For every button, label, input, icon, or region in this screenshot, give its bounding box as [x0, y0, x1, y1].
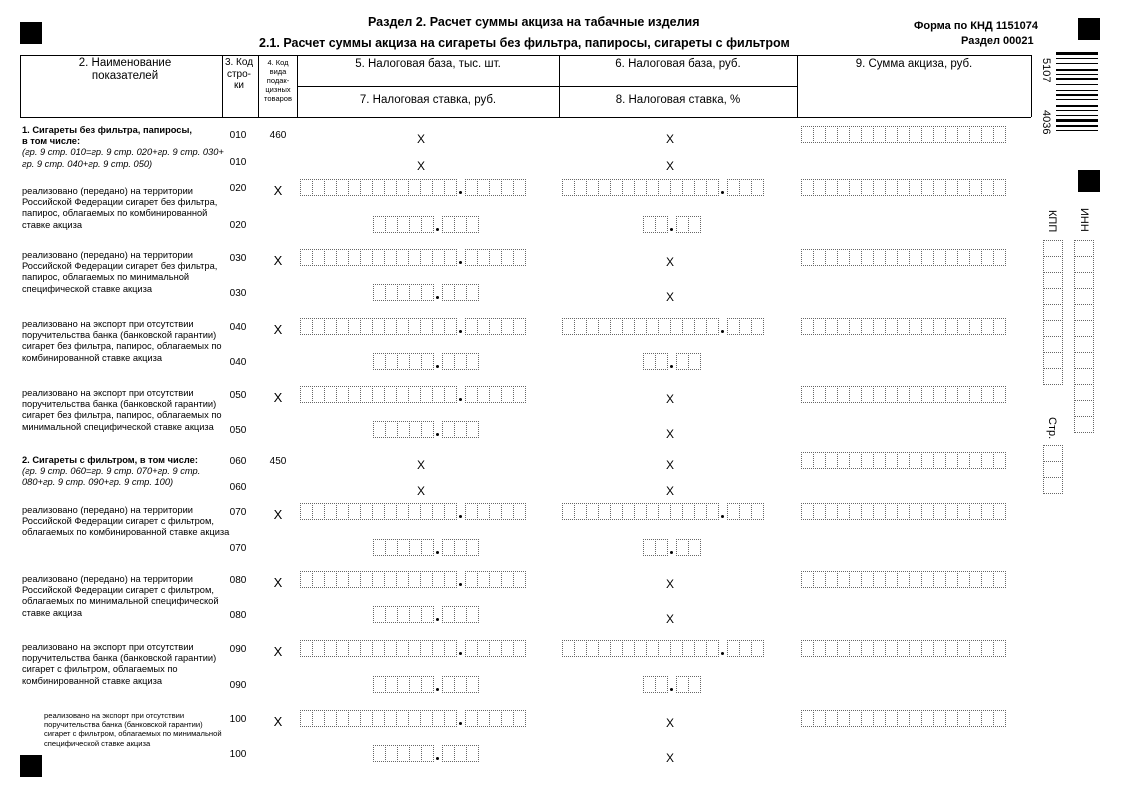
decimal-point	[718, 179, 727, 196]
digit-cell[interactable]	[1074, 416, 1094, 433]
decimal-point	[667, 353, 676, 370]
col7-rate-input[interactable]	[373, 606, 478, 623]
product-kind-code: X	[273, 714, 283, 729]
table-header-bottom-border	[20, 117, 1031, 118]
digit-cell[interactable]	[993, 452, 1006, 469]
decimal-point	[433, 284, 442, 301]
col6-x-mark: X	[665, 392, 674, 406]
digit-cell[interactable]	[466, 745, 479, 762]
table-top-border	[20, 55, 1031, 56]
row-label-100: реализовано на экспорт при отсутствии поручительства банка (банковской гарантии) сигарет с фильтром, облагаемых по минимальной специфической ставке акциза	[44, 711, 222, 748]
col7-rate-input[interactable]	[373, 421, 478, 438]
row-label-030: реализовано (передано) на территории Российской Федерации сигарет без фильтра, папирос, облагаемых по минимальной специфической ставке акциза	[22, 250, 218, 294]
product-kind-code: X	[273, 183, 283, 198]
row-code-080: 080	[229, 610, 247, 621]
inn-label: ИНН	[1078, 208, 1090, 232]
decimal-point	[456, 318, 465, 335]
digit-cell[interactable]	[993, 503, 1006, 520]
decimal-point	[456, 571, 465, 588]
col5-base-input[interactable]	[300, 386, 525, 403]
digit-cell[interactable]	[1074, 384, 1094, 401]
row-code-090: 090	[229, 644, 247, 655]
row-label-060-formula: (гр. 9 стр. 060=гр. 9 стр. 070+гр. 9 стр. 080+гр. 9 стр. 090+гр. 9 стр. 100)	[22, 466, 201, 488]
product-kind-code: X	[273, 253, 283, 268]
row-code-010: 010	[229, 157, 247, 168]
col7-rate-input[interactable]	[373, 216, 478, 233]
decimal-point	[456, 179, 465, 196]
col6-base-input[interactable]	[562, 503, 763, 520]
digit-cell[interactable]	[1074, 240, 1094, 257]
barcode-bar	[1056, 74, 1098, 75]
product-kind-code: X	[273, 575, 283, 590]
column-header-9: 9. Сумма акциза, руб.	[855, 58, 973, 70]
col5-base-input[interactable]	[300, 571, 525, 588]
row-label-010-subtitle: в том числе:	[22, 136, 81, 147]
col5-base-input[interactable]	[300, 710, 525, 727]
col7-rate-input[interactable]	[373, 745, 478, 762]
col6-x-mark: X	[665, 716, 674, 730]
table-left-border	[20, 55, 21, 117]
barcode-bar	[1056, 130, 1098, 131]
digit-cell[interactable]	[513, 503, 526, 520]
digit-cell[interactable]	[513, 249, 526, 266]
corner-marker-bottom-left	[20, 755, 42, 777]
col8-x-mark: X	[665, 290, 674, 304]
col-divider-3	[222, 55, 223, 117]
digit-cell[interactable]	[1074, 256, 1094, 273]
barcode-bar	[1056, 110, 1098, 111]
col7-x-mark: X	[416, 484, 425, 498]
kpp-label: КПП	[1046, 210, 1058, 233]
corner-marker-top-right	[1078, 18, 1100, 40]
row-label-060-title: 2. Сигареты с фильтром, в том числе:	[22, 455, 198, 465]
col8-x-mark: X	[665, 159, 674, 173]
digit-cell[interactable]	[466, 676, 479, 693]
digit-cell[interactable]	[466, 353, 479, 370]
row-code-020: 020	[229, 183, 247, 194]
barcode-bar	[1056, 84, 1098, 85]
row-code-030: 030	[229, 253, 247, 264]
barcode-bar	[1056, 69, 1098, 71]
decimal-point	[456, 386, 465, 403]
digit-cell[interactable]	[513, 386, 526, 403]
digit-cell[interactable]	[513, 571, 526, 588]
col9-amount-input[interactable]	[801, 179, 1005, 196]
col8-x-mark: X	[665, 612, 674, 626]
digit-cell[interactable]	[993, 386, 1006, 403]
column-header-5: 5. Налоговая база, тыс. шт.	[355, 58, 501, 70]
section-code: Раздел 00021	[961, 35, 1034, 47]
column-header-8: 8. Налоговая ставка, %	[615, 94, 741, 106]
col5-base-input[interactable]	[300, 318, 525, 335]
digit-cell[interactable]	[513, 640, 526, 657]
decimal-point	[456, 249, 465, 266]
col5-base-input[interactable]	[300, 179, 525, 196]
barcode-bar	[1056, 99, 1098, 100]
col9-amount-input[interactable]	[801, 318, 1005, 335]
row-label-010-title: 1. Сигареты без фильтра, папиросы,	[22, 125, 192, 135]
section-title: Раздел 2. Расчет суммы акциза на табачные изделия	[368, 15, 700, 29]
product-kind-code: X	[273, 390, 283, 405]
decimal-point	[667, 539, 676, 556]
digit-cell[interactable]	[466, 606, 479, 623]
page-label: Стр.	[1046, 417, 1058, 440]
digit-cell[interactable]	[751, 318, 764, 335]
digit-cell[interactable]	[1074, 320, 1094, 337]
col6-base-input[interactable]	[562, 318, 763, 335]
column-header-3: 3. Код стро- ки	[224, 57, 254, 91]
col8-rate-input[interactable]	[643, 353, 700, 370]
digit-cell[interactable]	[1074, 352, 1094, 369]
digit-cell[interactable]	[1074, 368, 1094, 385]
digit-cell[interactable]	[1043, 368, 1063, 385]
corner-marker-top-left	[20, 22, 42, 44]
digit-cell[interactable]	[1074, 400, 1094, 417]
digit-cell[interactable]	[1074, 304, 1094, 321]
col8-x-mark: X	[665, 751, 674, 765]
digit-cell[interactable]	[466, 421, 479, 438]
col9-amount-input[interactable]	[801, 126, 1005, 143]
col5-x-mark: X	[416, 132, 425, 146]
col5-base-input[interactable]	[300, 640, 525, 657]
digit-cell[interactable]	[688, 676, 701, 693]
barcode-bar	[1056, 58, 1098, 59]
digit-cell[interactable]	[751, 503, 764, 520]
row-code-040: 040	[229, 357, 247, 368]
digit-cell[interactable]	[1043, 288, 1063, 305]
barcode-bar	[1056, 125, 1098, 127]
column-header-7: 7. Налоговая ставка, руб.	[359, 94, 497, 106]
barcode-bar	[1056, 63, 1098, 64]
decimal-point	[433, 606, 442, 623]
col9-amount-input[interactable]	[801, 571, 1005, 588]
digit-cell[interactable]	[466, 539, 479, 556]
digit-cell[interactable]	[513, 179, 526, 196]
digit-cell[interactable]	[1074, 336, 1094, 353]
barcode	[1056, 52, 1098, 150]
col6-base-input[interactable]	[562, 640, 763, 657]
col8-rate-input[interactable]	[643, 539, 700, 556]
col6-x-mark: X	[665, 255, 674, 269]
row-code-100: 100	[229, 749, 247, 760]
digit-cell[interactable]	[1043, 256, 1063, 273]
product-kind-code: 450	[269, 456, 287, 467]
row-code-090: 090	[229, 680, 247, 691]
row-label-080: реализовано (передано) на территории Российской Федерации сигарет с фильтром, облагаемых по минимальной специфической ставке акциза	[22, 574, 219, 618]
col7-rate-input[interactable]	[373, 539, 478, 556]
barcode-bar	[1056, 94, 1098, 96]
digit-cell[interactable]	[513, 710, 526, 727]
row-label-010-formula: (гр. 9 стр. 010=гр. 9 стр. 020+гр. 9 стр. 030+ гр. 9 стр. 040+гр. 9 стр. 050)	[22, 147, 224, 169]
col9-amount-input[interactable]	[801, 503, 1005, 520]
decimal-point	[667, 216, 676, 233]
decimal-point	[433, 421, 442, 438]
digit-cell[interactable]	[688, 353, 701, 370]
product-kind-code: X	[273, 322, 283, 337]
row-code-050: 050	[229, 425, 247, 436]
digit-cell[interactable]	[1043, 445, 1063, 462]
col9-amount-input[interactable]	[801, 386, 1005, 403]
row-code-020: 020	[229, 220, 247, 231]
row-code-060: 060	[229, 456, 247, 467]
digit-cell[interactable]	[1043, 304, 1063, 321]
decimal-point	[433, 216, 442, 233]
decimal-point	[718, 640, 727, 657]
decimal-point	[456, 503, 465, 520]
col5-x-mark: X	[416, 458, 425, 472]
digit-cell[interactable]	[1043, 477, 1063, 494]
product-kind-code: X	[273, 644, 283, 659]
digit-cell[interactable]	[993, 179, 1006, 196]
col9-amount-input[interactable]	[801, 249, 1005, 266]
decimal-point	[718, 503, 727, 520]
col6-x-mark: X	[665, 577, 674, 591]
table-header-mid-border	[297, 86, 797, 87]
barcode-digits-bottom: 4036	[1040, 110, 1052, 135]
row-code-010: 010	[229, 130, 247, 141]
decimal-point	[433, 676, 442, 693]
decimal-point	[456, 710, 465, 727]
digit-cell[interactable]	[1043, 272, 1063, 289]
col9-amount-input[interactable]	[801, 640, 1005, 657]
col5-base-input[interactable]	[300, 503, 525, 520]
digit-cell[interactable]	[1043, 461, 1063, 478]
digit-cell[interactable]	[513, 318, 526, 335]
digit-cell[interactable]	[993, 710, 1006, 727]
digit-cell[interactable]	[466, 216, 479, 233]
col7-rate-input[interactable]	[373, 284, 478, 301]
row-label-060	[22, 455, 234, 489]
column-header-2: 2. Наименование показателей	[78, 57, 172, 82]
digit-cell[interactable]	[1074, 288, 1094, 305]
digit-cell[interactable]	[751, 640, 764, 657]
col5-base-input[interactable]	[300, 249, 525, 266]
decimal-point	[433, 745, 442, 762]
col8-x-mark: X	[665, 484, 674, 498]
row-label-070: реализовано (передано) на территории Российской Федерации сигарет с фильтром, облагаемых по комбинированной ставке акциза	[22, 505, 230, 538]
col9-amount-input[interactable]	[801, 710, 1005, 727]
barcode-digits-top: 5107	[1040, 58, 1052, 83]
barcode-bar	[1056, 115, 1098, 116]
col8-rate-input[interactable]	[643, 676, 700, 693]
decimal-point	[667, 676, 676, 693]
decimal-point	[433, 539, 442, 556]
product-kind-code: X	[273, 507, 283, 522]
row-label-090: реализовано на экспорт при отсутствии поручительства банка (банковской гарантии) сигарет с фильтром, облагаемых по комбинированной ставке акциза	[22, 642, 217, 686]
row-code-060: 060	[229, 482, 247, 493]
row-code-040: 040	[229, 322, 247, 333]
digit-cell[interactable]	[688, 539, 701, 556]
barcode-bar	[1056, 52, 1098, 55]
row-label-010	[22, 125, 234, 170]
digit-cell[interactable]	[1043, 336, 1063, 353]
row-label-020: реализовано (передано) на территории Российской Федерации сигарет без фильтра, папирос, облагаемых по комбинированной ставке акциза	[22, 186, 218, 230]
barcode-bar	[1056, 105, 1098, 107]
row-code-070: 070	[229, 543, 247, 554]
col8-rate-input[interactable]	[643, 216, 700, 233]
digit-cell[interactable]	[1043, 320, 1063, 337]
form-code: Форма по КНД 1151074	[914, 20, 1039, 32]
subsection-title: 2.1. Расчет суммы акциза на сигареты без фильтра, папиросы, сигареты с фильтром	[259, 36, 790, 50]
decimal-point	[718, 318, 727, 335]
col7-x-mark: X	[416, 159, 425, 173]
col8-x-mark: X	[665, 427, 674, 441]
col6-x-mark: X	[665, 132, 674, 146]
col-divider-4	[258, 55, 259, 117]
digit-cell[interactable]	[688, 216, 701, 233]
digit-cell[interactable]	[993, 126, 1006, 143]
column-header-4: 4. Код вида подак- цизных товаров	[264, 58, 292, 103]
col7-rate-input[interactable]	[373, 353, 478, 370]
barcode-bar	[1056, 78, 1098, 80]
barcode-bar	[1056, 119, 1098, 122]
digit-cell[interactable]	[1043, 240, 1063, 257]
product-kind-code: 460	[269, 130, 287, 141]
col6-x-mark: X	[665, 458, 674, 472]
col9-amount-input[interactable]	[801, 452, 1005, 469]
row-label-050: реализовано на экспорт при отсутствии поручительства банка (банковской гарантии) сигарет без фильтра, папирос, облагаемых по минимальной специфической ставке акциза	[22, 388, 222, 432]
digit-cell[interactable]	[1043, 352, 1063, 369]
row-label-040: реализовано на экспорт при отсутствии поручительства банка (банковской гарантии) сигарет без фильтра, папирос, облагаемых по комбинированной ставке акциза	[22, 319, 222, 363]
digit-cell[interactable]	[466, 284, 479, 301]
decimal-point	[433, 353, 442, 370]
row-code-080: 080	[229, 575, 247, 586]
digit-cell[interactable]	[1074, 272, 1094, 289]
corner-marker-mid-right	[1078, 170, 1100, 192]
digit-cell[interactable]	[993, 249, 1006, 266]
table-right-border	[1031, 55, 1032, 117]
barcode-bar	[1056, 90, 1098, 91]
row-code-050: 050	[229, 390, 247, 401]
row-code-100: 100	[229, 714, 247, 725]
digit-cell[interactable]	[993, 318, 1006, 335]
digit-cell[interactable]	[751, 179, 764, 196]
col7-rate-input[interactable]	[373, 676, 478, 693]
digit-cell[interactable]	[993, 571, 1006, 588]
row-code-070: 070	[229, 507, 247, 518]
row-code-030: 030	[229, 288, 247, 299]
column-header-6: 6. Налоговая база, руб.	[615, 58, 741, 70]
decimal-point	[456, 640, 465, 657]
col6-base-input[interactable]	[562, 179, 763, 196]
digit-cell[interactable]	[993, 640, 1006, 657]
